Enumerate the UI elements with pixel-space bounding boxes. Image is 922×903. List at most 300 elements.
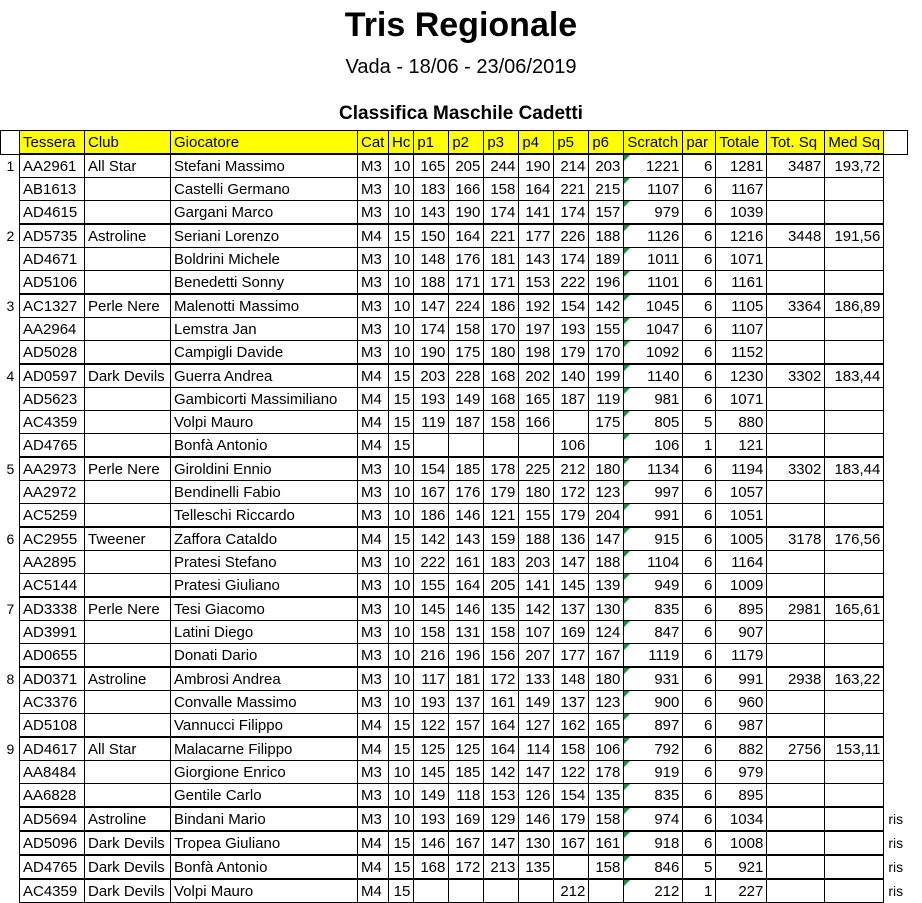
cell-hc: 15 bbox=[389, 411, 414, 434]
cell-p4: 202 bbox=[519, 364, 554, 388]
cell-p5: 122 bbox=[554, 761, 589, 784]
cell-scratch: 1011 bbox=[624, 248, 683, 271]
col-header-scratch: Scratch bbox=[624, 131, 683, 155]
team-rank: 7 bbox=[6, 600, 15, 617]
cell-cat: M4 bbox=[358, 527, 389, 551]
cell-totale: 979 bbox=[716, 761, 767, 784]
cell-totale: 1005 bbox=[716, 527, 767, 551]
cell-p2 bbox=[449, 879, 484, 903]
table-row bbox=[1, 807, 908, 831]
cell-p2: 161 bbox=[449, 551, 484, 574]
cell-club bbox=[85, 178, 171, 201]
cell-tot-sq bbox=[767, 178, 825, 201]
cell-par: 6 bbox=[683, 318, 716, 341]
cell-par: 5 bbox=[683, 411, 716, 434]
cell-giocatore: Bindani Mario bbox=[171, 807, 358, 831]
cell-totale: 227 bbox=[716, 879, 767, 903]
cell-club: Dark Devils bbox=[85, 831, 171, 855]
cell-tessera: AA6828 bbox=[20, 784, 85, 808]
cell-p1: 186 bbox=[414, 504, 449, 528]
cell-med-sq bbox=[825, 481, 884, 504]
cell-note bbox=[884, 178, 908, 201]
cell-p5: 177 bbox=[554, 644, 589, 668]
cell-hc: 15 bbox=[389, 224, 414, 248]
team-rank bbox=[1, 621, 20, 644]
cell-tessera: AA2973 bbox=[20, 457, 85, 481]
table-row bbox=[1, 667, 908, 691]
cell-p3: 244 bbox=[484, 154, 519, 178]
cell-tessera: AD5096 bbox=[20, 831, 85, 855]
cell-cat: M4 bbox=[358, 714, 389, 738]
cell-tessera: AC3376 bbox=[20, 691, 85, 714]
cell-giocatore: Stefani Massimo bbox=[171, 154, 358, 178]
team-rank: 8 bbox=[6, 670, 15, 687]
cell-p6: 142 bbox=[589, 294, 624, 318]
table-row bbox=[1, 714, 908, 738]
cell-scratch: 805 bbox=[624, 411, 683, 434]
cell-totale: 1161 bbox=[716, 271, 767, 295]
cell-scratch: 792 bbox=[624, 737, 683, 761]
cell-tot-sq bbox=[767, 784, 825, 808]
table-row bbox=[1, 761, 908, 784]
cell-tot-sq: 2981 bbox=[767, 597, 825, 621]
header-row bbox=[1, 131, 908, 155]
cell-note bbox=[884, 201, 908, 225]
col-header-totale: Totale bbox=[716, 131, 767, 155]
cell-tot-sq: 3302 bbox=[767, 364, 825, 388]
cell-p5: 179 bbox=[554, 341, 589, 365]
cell-scratch: 979 bbox=[624, 201, 683, 225]
cell-club: Dark Devils bbox=[85, 855, 171, 879]
cell-p3: 142 bbox=[484, 761, 519, 784]
cell-p6: 161 bbox=[589, 831, 624, 855]
cell-par: 6 bbox=[683, 574, 716, 598]
cell-hc: 10 bbox=[389, 597, 414, 621]
cell-p2: 149 bbox=[449, 388, 484, 411]
cell-note: ris bbox=[888, 811, 904, 827]
cell-note bbox=[884, 667, 908, 691]
cell-med-sq bbox=[825, 318, 884, 341]
cell-scratch: 1047 bbox=[624, 318, 683, 341]
team-rank bbox=[1, 807, 20, 831]
cell-tessera: AC4359 bbox=[20, 411, 85, 434]
cell-hc: 10 bbox=[389, 691, 414, 714]
cell-p3 bbox=[484, 879, 519, 903]
cell-p2: 172 bbox=[449, 855, 484, 879]
cell-note bbox=[884, 597, 908, 621]
cell-med-sq bbox=[825, 691, 884, 714]
cell-med-sq: 193,72 bbox=[825, 154, 884, 178]
cell-med-sq bbox=[825, 434, 884, 458]
cell-tessera: AD5735 bbox=[20, 224, 85, 248]
cell-par: 1 bbox=[683, 879, 716, 903]
section-title: Classifica Maschile Cadetti bbox=[339, 103, 583, 124]
team-rank bbox=[1, 201, 20, 225]
cell-p6: 188 bbox=[589, 224, 624, 248]
cell-p1: 158 bbox=[414, 621, 449, 644]
cell-cat: M3 bbox=[358, 597, 389, 621]
cell-p3: 158 bbox=[484, 411, 519, 434]
cell-club bbox=[85, 761, 171, 784]
cell-hc: 15 bbox=[389, 737, 414, 761]
cell-p3: 181 bbox=[484, 248, 519, 271]
cell-scratch: 897 bbox=[624, 714, 683, 738]
cell-p4: 126 bbox=[519, 784, 554, 808]
cell-giocatore: Boldrini Michele bbox=[171, 248, 358, 271]
cell-giocatore: Telleschi Riccardo bbox=[171, 504, 358, 528]
cell-totale: 1107 bbox=[716, 318, 767, 341]
cell-cat: M4 bbox=[358, 737, 389, 761]
team-rank: 3 bbox=[6, 297, 15, 314]
col-header-par: par bbox=[683, 131, 716, 155]
cell-p2: 196 bbox=[449, 644, 484, 668]
cell-p6: 180 bbox=[589, 667, 624, 691]
cell-club bbox=[85, 201, 171, 225]
cell-tessera: AD0655 bbox=[20, 644, 85, 668]
cell-totale: 1105 bbox=[716, 294, 767, 318]
cell-p2: 171 bbox=[449, 271, 484, 295]
cell-note bbox=[884, 388, 908, 411]
cell-hc: 15 bbox=[389, 434, 414, 458]
cell-tot-sq bbox=[767, 879, 825, 903]
cell-club bbox=[85, 784, 171, 808]
cell-p1: 117 bbox=[414, 667, 449, 691]
table-row bbox=[1, 855, 908, 879]
cell-giocatore: Giorgione Enrico bbox=[171, 761, 358, 784]
cell-par: 6 bbox=[683, 388, 716, 411]
cell-giocatore: Gambicorti Massimiliano bbox=[171, 388, 358, 411]
cell-note bbox=[884, 714, 908, 738]
cell-par: 6 bbox=[683, 481, 716, 504]
cell-tot-sq: 2938 bbox=[767, 667, 825, 691]
cell-p3: 164 bbox=[484, 714, 519, 738]
cell-tot-sq bbox=[767, 855, 825, 879]
team-rank: 4 bbox=[6, 367, 15, 384]
cell-scratch: 1140 bbox=[624, 364, 683, 388]
cell-totale: 1008 bbox=[716, 831, 767, 855]
cell-tot-sq: 3448 bbox=[767, 224, 825, 248]
cell-hc: 10 bbox=[389, 457, 414, 481]
table-row bbox=[1, 551, 908, 574]
cell-tot-sq bbox=[767, 388, 825, 411]
cell-p3: 183 bbox=[484, 551, 519, 574]
cell-note bbox=[884, 434, 908, 458]
cell-p4: 165 bbox=[519, 388, 554, 411]
cell-p2: 125 bbox=[449, 737, 484, 761]
cell-hc: 10 bbox=[389, 784, 414, 808]
cell-p3: 158 bbox=[484, 621, 519, 644]
cell-tot-sq bbox=[767, 248, 825, 271]
cell-totale: 1179 bbox=[716, 644, 767, 668]
cell-note bbox=[884, 341, 908, 365]
cell-note: ris bbox=[888, 882, 904, 899]
cell-p1 bbox=[414, 434, 449, 458]
cell-tessera: AD5108 bbox=[20, 714, 85, 738]
cell-scratch: 900 bbox=[624, 691, 683, 714]
cell-med-sq bbox=[825, 761, 884, 784]
cell-totale: 1051 bbox=[716, 504, 767, 528]
cell-hc: 15 bbox=[389, 364, 414, 388]
cell-club bbox=[85, 714, 171, 738]
cell-par: 6 bbox=[683, 691, 716, 714]
col-header-cat: Cat bbox=[358, 131, 389, 155]
cell-scratch: 1101 bbox=[624, 271, 683, 295]
cell-note: ris bbox=[888, 835, 904, 851]
cell-p2: 164 bbox=[449, 224, 484, 248]
cell-totale: 895 bbox=[716, 784, 767, 808]
cell-p2: 164 bbox=[449, 574, 484, 598]
cell-p4: 149 bbox=[519, 691, 554, 714]
col-header-p1: p1 bbox=[414, 131, 449, 155]
cell-p2: 224 bbox=[449, 294, 484, 318]
cell-p4: 153 bbox=[519, 271, 554, 295]
cell-hc: 10 bbox=[389, 318, 414, 341]
cell-p5: 179 bbox=[554, 504, 589, 528]
cell-tessera: AA2961 bbox=[20, 154, 85, 178]
cell-scratch: 981 bbox=[624, 388, 683, 411]
cell-club bbox=[85, 551, 171, 574]
cell-p4: 180 bbox=[519, 481, 554, 504]
cell-p6: 157 bbox=[589, 201, 624, 225]
cell-giocatore: Benedetti Sonny bbox=[171, 271, 358, 295]
cell-tot-sq bbox=[767, 621, 825, 644]
team-rank: 1 bbox=[6, 158, 15, 174]
table-row bbox=[1, 178, 908, 201]
cell-totale: 991 bbox=[716, 667, 767, 691]
cell-p4 bbox=[519, 434, 554, 458]
cell-scratch: 835 bbox=[624, 784, 683, 808]
cell-p1: 145 bbox=[414, 597, 449, 621]
cell-totale: 960 bbox=[716, 691, 767, 714]
cell-hc: 10 bbox=[389, 178, 414, 201]
cell-totale: 895 bbox=[716, 597, 767, 621]
cell-scratch: 106 bbox=[624, 434, 683, 458]
col-header-tot-sq: Tot. Sq bbox=[767, 131, 825, 155]
cell-giocatore: Giroldini Ennio bbox=[171, 457, 358, 481]
table-row bbox=[1, 224, 908, 248]
cell-p5: 222 bbox=[554, 271, 589, 295]
team-rank bbox=[1, 855, 20, 879]
team-rank bbox=[1, 644, 20, 668]
team-rank bbox=[1, 178, 20, 201]
table-row bbox=[1, 784, 908, 808]
cell-note bbox=[884, 761, 908, 784]
cell-p6: 123 bbox=[589, 481, 624, 504]
cell-p2: 146 bbox=[449, 504, 484, 528]
cell-giocatore: Zaffora Cataldo bbox=[171, 527, 358, 551]
cell-p2: 137 bbox=[449, 691, 484, 714]
cell-p1: 193 bbox=[414, 807, 449, 831]
cell-p5: 174 bbox=[554, 201, 589, 225]
cell-med-sq bbox=[825, 807, 884, 831]
cell-hc: 10 bbox=[389, 504, 414, 528]
cell-par: 6 bbox=[683, 667, 716, 691]
cell-tot-sq bbox=[767, 434, 825, 458]
table-row bbox=[1, 691, 908, 714]
cell-p4: 188 bbox=[519, 527, 554, 551]
table-row bbox=[1, 434, 908, 458]
cell-p4: 141 bbox=[519, 574, 554, 598]
cell-p3 bbox=[484, 434, 519, 458]
cell-p5: 154 bbox=[554, 294, 589, 318]
cell-p4: 203 bbox=[519, 551, 554, 574]
cell-giocatore: Bendinelli Fabio bbox=[171, 481, 358, 504]
team-rank: 5 bbox=[6, 460, 15, 477]
cell-p5: 187 bbox=[554, 388, 589, 411]
cell-tot-sq bbox=[767, 691, 825, 714]
cell-p2: 181 bbox=[449, 667, 484, 691]
cell-p1: 188 bbox=[414, 271, 449, 295]
cell-p6 bbox=[589, 434, 624, 458]
cell-p6: 147 bbox=[589, 527, 624, 551]
cell-giocatore: Donati Dario bbox=[171, 644, 358, 668]
cell-p3: 168 bbox=[484, 388, 519, 411]
cell-giocatore: Malenotti Massimo bbox=[171, 294, 358, 318]
cell-scratch: 931 bbox=[624, 667, 683, 691]
cell-p4: 198 bbox=[519, 341, 554, 365]
team-rank bbox=[1, 879, 20, 903]
cell-p1: 145 bbox=[414, 761, 449, 784]
table-row bbox=[1, 294, 908, 318]
cell-par: 1 bbox=[683, 434, 716, 458]
cell-hc: 10 bbox=[389, 154, 414, 178]
cell-p4: 192 bbox=[519, 294, 554, 318]
table-row bbox=[1, 248, 908, 271]
cell-med-sq bbox=[825, 879, 884, 903]
cell-p3: 153 bbox=[484, 784, 519, 808]
cell-cat: M3 bbox=[358, 481, 389, 504]
team-rank bbox=[1, 271, 20, 295]
cell-p5: 148 bbox=[554, 667, 589, 691]
cell-tot-sq: 3178 bbox=[767, 527, 825, 551]
table-row bbox=[1, 341, 908, 365]
cell-hc: 15 bbox=[389, 855, 414, 879]
cell-p5: 167 bbox=[554, 831, 589, 855]
cell-p5: 214 bbox=[554, 154, 589, 178]
cell-giocatore: Pratesi Giuliano bbox=[171, 574, 358, 598]
cell-med-sq: 165,61 bbox=[825, 597, 884, 621]
cell-cat: M4 bbox=[358, 855, 389, 879]
cell-p2: 167 bbox=[449, 831, 484, 855]
team-rank bbox=[1, 318, 20, 341]
cell-p1: 119 bbox=[414, 411, 449, 434]
cell-p3: 156 bbox=[484, 644, 519, 668]
cell-p1: 193 bbox=[414, 388, 449, 411]
cell-p1: 203 bbox=[414, 364, 449, 388]
cell-p6: 196 bbox=[589, 271, 624, 295]
cell-tot-sq: 3487 bbox=[767, 154, 825, 178]
cell-p6: 135 bbox=[589, 784, 624, 808]
cell-totale: 1281 bbox=[716, 154, 767, 178]
cell-med-sq bbox=[825, 201, 884, 225]
team-rank bbox=[1, 784, 20, 808]
cell-club: Perle Nere bbox=[85, 597, 171, 621]
cell-tessera: AD5623 bbox=[20, 388, 85, 411]
cell-giocatore: Bonfà Antonio bbox=[171, 855, 358, 879]
cell-cat: M3 bbox=[358, 341, 389, 365]
cell-tessera: AA8484 bbox=[20, 761, 85, 784]
col-header-p4: p4 bbox=[519, 131, 554, 155]
cell-p6: 170 bbox=[589, 341, 624, 365]
cell-hc: 10 bbox=[389, 644, 414, 668]
cell-note bbox=[884, 318, 908, 341]
cell-p4: 225 bbox=[519, 457, 554, 481]
cell-hc: 15 bbox=[389, 879, 414, 903]
cell-club: Astroline bbox=[85, 224, 171, 248]
cell-p2: 185 bbox=[449, 457, 484, 481]
cell-cat: M3 bbox=[358, 807, 389, 831]
cell-p2: 157 bbox=[449, 714, 484, 738]
cell-tot-sq bbox=[767, 807, 825, 831]
cell-p3: 147 bbox=[484, 831, 519, 855]
cell-p4: 107 bbox=[519, 621, 554, 644]
cell-scratch: 846 bbox=[624, 855, 683, 879]
cell-par: 6 bbox=[683, 201, 716, 225]
cell-p5: 154 bbox=[554, 784, 589, 808]
cell-p1: 222 bbox=[414, 551, 449, 574]
cell-hc: 10 bbox=[389, 667, 414, 691]
cell-p6: 188 bbox=[589, 551, 624, 574]
cell-totale: 1164 bbox=[716, 551, 767, 574]
cell-tessera: AD4615 bbox=[20, 201, 85, 225]
cell-p3: 179 bbox=[484, 481, 519, 504]
cell-p1: 183 bbox=[414, 178, 449, 201]
cell-giocatore: Latini Diego bbox=[171, 621, 358, 644]
col-header-club: Club bbox=[85, 131, 171, 155]
cell-p3: 174 bbox=[484, 201, 519, 225]
cell-p4: 143 bbox=[519, 248, 554, 271]
cell-med-sq: 163,22 bbox=[825, 667, 884, 691]
cell-club bbox=[85, 318, 171, 341]
table-row bbox=[1, 411, 908, 434]
cell-cat: M3 bbox=[358, 621, 389, 644]
cell-note bbox=[884, 737, 908, 761]
cell-hc: 10 bbox=[389, 551, 414, 574]
cell-hc: 10 bbox=[389, 294, 414, 318]
cell-club bbox=[85, 388, 171, 411]
cell-tot-sq bbox=[767, 644, 825, 668]
team-rank bbox=[1, 341, 20, 365]
cell-med-sq: 186,89 bbox=[825, 294, 884, 318]
cell-p4: 141 bbox=[519, 201, 554, 225]
cell-club bbox=[85, 271, 171, 295]
cell-p6: 189 bbox=[589, 248, 624, 271]
cell-par: 6 bbox=[683, 644, 716, 668]
cell-giocatore: Castelli Germano bbox=[171, 178, 358, 201]
col-header-p5: p5 bbox=[554, 131, 589, 155]
cell-p4: 133 bbox=[519, 667, 554, 691]
cell-note bbox=[884, 154, 908, 178]
cell-p1: 168 bbox=[414, 855, 449, 879]
cell-tot-sq: 3302 bbox=[767, 457, 825, 481]
cell-med-sq bbox=[825, 855, 884, 879]
cell-hc: 10 bbox=[389, 761, 414, 784]
cell-totale: 1167 bbox=[716, 178, 767, 201]
cell-p5: 212 bbox=[554, 457, 589, 481]
cell-p1: 154 bbox=[414, 457, 449, 481]
cell-tot-sq bbox=[767, 341, 825, 365]
cell-cat: M3 bbox=[358, 761, 389, 784]
cell-p2: 166 bbox=[449, 178, 484, 201]
cell-p1: 149 bbox=[414, 784, 449, 808]
standings-table bbox=[0, 130, 908, 903]
cell-p5: 179 bbox=[554, 807, 589, 831]
cell-note bbox=[884, 248, 908, 271]
cell-p2: 118 bbox=[449, 784, 484, 808]
cell-tessera: AD4671 bbox=[20, 248, 85, 271]
cell-par: 6 bbox=[683, 364, 716, 388]
cell-p3: 205 bbox=[484, 574, 519, 598]
